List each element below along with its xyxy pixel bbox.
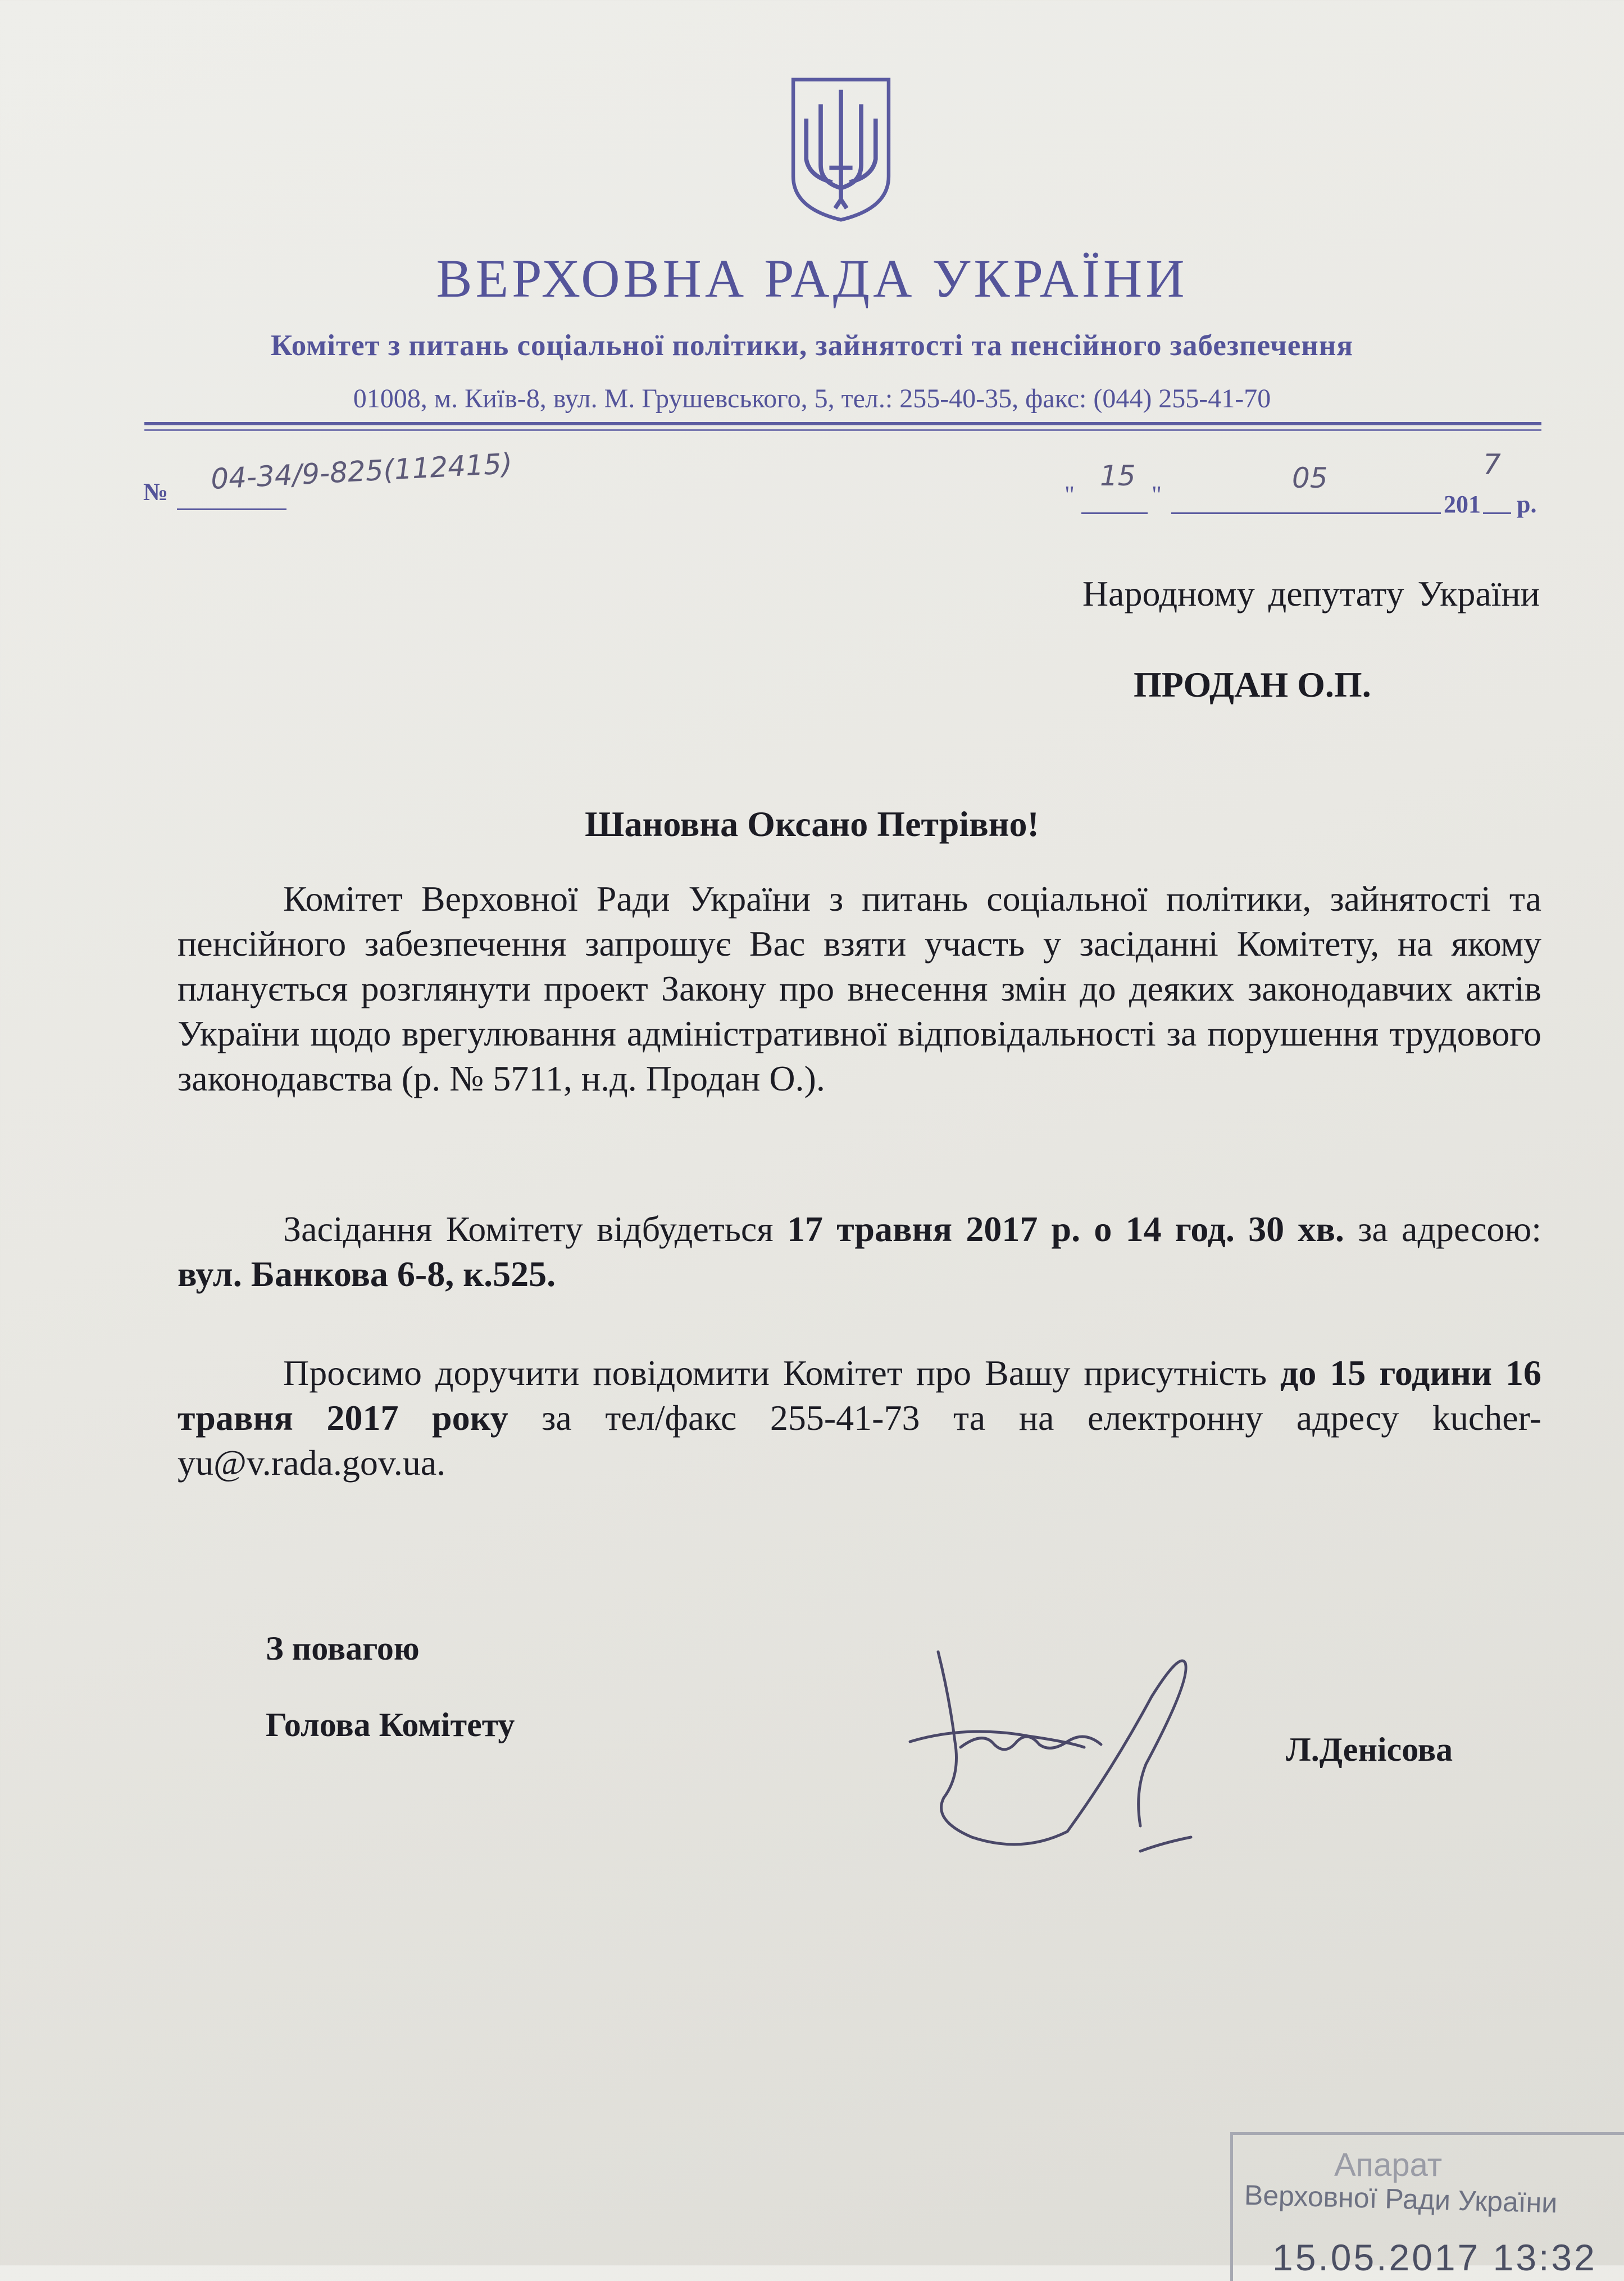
committee-name: Комітет з питань соціальної політики, зайнятості та пенсійного забезпечення: [270, 329, 1354, 362]
recipient-name: ПРОДАН О.П.: [1134, 665, 1371, 705]
date-month: 05: [1292, 462, 1328, 494]
body-paragraph-rsvp: [178, 1351, 1541, 1485]
meeting-datetime: 17 травня 2017 р. о 14 год. 30 хв.: [786, 1209, 1344, 1249]
committee-address: 01008, м. Київ-8, вул. М. Грушевського, 5, тел.: 255-40-35, факс: (044) 255-41-70: [353, 384, 1271, 414]
signer-name: Л.Денісова: [1286, 1731, 1453, 1768]
body-paragraph-meeting: [178, 1207, 1541, 1297]
salutation: Шановна Оксано Петрівно!: [585, 804, 1039, 844]
trident-emblem-icon: [789, 75, 893, 224]
recipient-title: Народному депутату України: [1082, 574, 1540, 614]
reference-number-line: [177, 508, 286, 510]
date-year-line: [1483, 512, 1511, 514]
date-year-digit: 7: [1483, 448, 1501, 481]
header-divider-thin: [144, 429, 1541, 431]
date-quote-open: ": [1065, 481, 1075, 508]
date-day-line: [1081, 512, 1148, 514]
stamp-line-2: Верховної Ради України: [1244, 2179, 1558, 2219]
date-year-prefix: 201: [1444, 490, 1481, 518]
letterhead-title: ВЕРХОВНА РАДА УКРАЇНИ: [436, 248, 1188, 308]
handwritten-signature: [899, 1629, 1258, 1871]
date-year-suffix: р.: [1517, 490, 1537, 518]
header-divider: [144, 422, 1541, 425]
body-paragraph-invitation: Комітет Верховної Ради України з питань соціальної політики, зайнятості та пенсійного забезпечення запрошує Вас взяти участь у засіданні Комітету, на якому планується розглянути проект Закону про внесення змін до деяких законодавчих актів України щодо врегулювання адміністративної відповідальності за порушення трудового законодавства (р. № 5711, н.д. Продан О.).: [178, 879, 1541, 1098]
closing: З повагою: [266, 1630, 420, 1667]
reference-number-label: №: [143, 478, 169, 506]
date-day: 15: [1100, 460, 1136, 492]
date-quote-close: ": [1152, 481, 1162, 508]
registration-stamp: [1230, 2132, 1624, 2281]
rsvp-contact: за тел/факс 255-41-73 та на електронну адресу kucher-yu@v.rada.gov.ua.: [178, 1398, 1541, 1483]
meeting-text: Засідання Комітету відбудеться: [283, 1209, 787, 1249]
stamp-line-1: Апарат: [1334, 2147, 1443, 2183]
reference-number-value: 04-34/9-825(112415): [210, 447, 513, 496]
stamp-date: 15.05.2017 13:32: [1272, 2237, 1597, 2278]
rsvp-text: Просимо доручити повідомити Комітет про Вашу присутність: [283, 1353, 1281, 1393]
meeting-address: вул. Банкова 6-8, к.525.: [178, 1254, 556, 1294]
date-month-line: [1171, 512, 1441, 514]
signer-position: Голова Комітету: [266, 1706, 515, 1743]
rsvp-deadline: до 15 години 16 травня 2017 року: [178, 1353, 1542, 1438]
meeting-text-address: за адресою:: [1344, 1209, 1542, 1249]
